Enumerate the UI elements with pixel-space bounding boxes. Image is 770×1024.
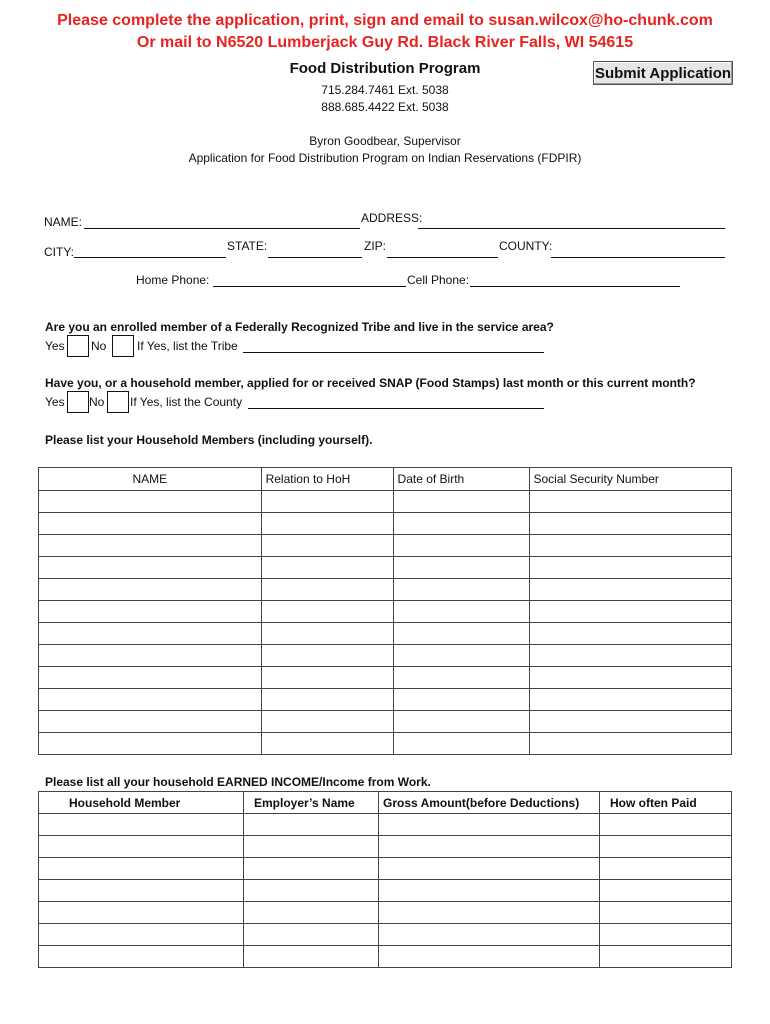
- household-cell[interactable]: [39, 689, 262, 711]
- household-row: [39, 623, 732, 645]
- snap-followup-label: If Yes, list the County: [130, 395, 243, 409]
- income-cell[interactable]: [379, 836, 600, 858]
- household-cell[interactable]: [393, 733, 529, 755]
- program-description: Application for Food Distribution Program on Indian Reservations (FDPIR): [188, 151, 582, 165]
- household-cell[interactable]: [261, 733, 393, 755]
- household-cell[interactable]: [39, 513, 262, 535]
- income-header-row: [39, 792, 732, 814]
- household-row: [39, 645, 732, 667]
- income-cell[interactable]: [600, 880, 732, 902]
- income-cell[interactable]: [244, 858, 379, 880]
- household-cell[interactable]: [261, 579, 393, 601]
- name-label: NAME:: [44, 215, 83, 229]
- income-cell[interactable]: [244, 836, 379, 858]
- income-cell[interactable]: [39, 836, 244, 858]
- household-cell[interactable]: [261, 601, 393, 623]
- tribe-yes-checkbox[interactable]: [67, 335, 89, 357]
- income-cell[interactable]: [379, 946, 600, 968]
- column-header-dob: Date of Birth: [393, 468, 529, 491]
- tribe-question: Are you an enrolled member of a Federally Recognized Tribe and live in the service area?: [45, 320, 554, 334]
- household-cell[interactable]: [39, 623, 262, 645]
- household-cell[interactable]: [529, 689, 732, 711]
- snap-yes-label: Yes: [45, 395, 65, 409]
- household-heading: Please list your Household Members (including yourself).: [45, 433, 373, 447]
- household-cell[interactable]: [261, 491, 393, 513]
- household-cell[interactable]: [39, 733, 262, 755]
- column-header-employer: Employer’s Name: [244, 792, 379, 814]
- county-field[interactable]: [551, 257, 725, 258]
- snap-yes-checkbox[interactable]: [67, 391, 89, 413]
- household-cell[interactable]: [261, 623, 393, 645]
- household-row: [39, 733, 732, 755]
- column-header-name: NAME: [39, 468, 262, 491]
- state-field[interactable]: [268, 257, 362, 258]
- household-cell[interactable]: [39, 557, 262, 579]
- household-cell[interactable]: [393, 645, 529, 667]
- household-cell[interactable]: [39, 711, 262, 733]
- household-row: [39, 711, 732, 733]
- phone-number-1: 715.284.7461 Ext. 5038: [321, 83, 449, 97]
- household-header-row: [39, 468, 732, 491]
- household-cell[interactable]: [261, 557, 393, 579]
- household-cell[interactable]: [393, 579, 529, 601]
- income-cell[interactable]: [379, 814, 600, 836]
- zip-field[interactable]: [387, 257, 498, 258]
- income-cell[interactable]: [39, 924, 244, 946]
- household-cell[interactable]: [261, 689, 393, 711]
- snap-question: Have you, or a household member, applied for or received SNAP (Food Stamps) last month or this current month?: [45, 376, 696, 390]
- household-cell[interactable]: [39, 579, 262, 601]
- income-cell[interactable]: [600, 924, 732, 946]
- tribe-yes-label: Yes: [45, 339, 65, 353]
- household-cell[interactable]: [393, 667, 529, 689]
- income-cell[interactable]: [600, 836, 732, 858]
- income-cell[interactable]: [39, 946, 244, 968]
- instructions-line-2: Or mail to N6520 Lumberjack Guy Rd. Black River Falls, WI 54615: [136, 34, 634, 51]
- household-cell[interactable]: [261, 645, 393, 667]
- instructions-line-1: Please complete the application, print, sign and email to susan.wilcox@ho-chunk.com: [57, 12, 713, 29]
- household-cell[interactable]: [393, 689, 529, 711]
- income-row: [39, 836, 732, 858]
- household-cell[interactable]: [261, 535, 393, 557]
- income-row: [39, 880, 732, 902]
- cell-phone-label: Cell Phone:: [407, 273, 470, 287]
- income-cell[interactable]: [600, 946, 732, 968]
- tribe-name-field[interactable]: [243, 352, 544, 353]
- household-cell[interactable]: [393, 601, 529, 623]
- household-cell[interactable]: [529, 535, 732, 557]
- household-row: [39, 601, 732, 623]
- income-cell[interactable]: [39, 902, 244, 924]
- name-field[interactable]: [84, 228, 360, 229]
- household-cell[interactable]: [261, 667, 393, 689]
- household-row: [39, 667, 732, 689]
- household-cell[interactable]: [529, 645, 732, 667]
- income-cell[interactable]: [244, 946, 379, 968]
- household-cell[interactable]: [529, 667, 732, 689]
- income-cell[interactable]: [600, 902, 732, 924]
- household-cell[interactable]: [529, 623, 732, 645]
- income-heading: Please list all your household EARNED INCOME/Income from Work.: [45, 775, 431, 789]
- income-cell[interactable]: [379, 902, 600, 924]
- income-cell[interactable]: [379, 858, 600, 880]
- household-cell[interactable]: [529, 733, 732, 755]
- income-cell[interactable]: [244, 924, 379, 946]
- income-cell[interactable]: [379, 880, 600, 902]
- household-row: [39, 579, 732, 601]
- tribe-no-label: No: [91, 339, 107, 353]
- income-table: [38, 791, 732, 968]
- income-row: [39, 946, 732, 968]
- home-phone-field[interactable]: [213, 286, 406, 287]
- supervisor-name: Byron Goodbear, Supervisor: [309, 134, 461, 148]
- snap-no-label: No: [89, 395, 105, 409]
- column-header-relation: Relation to HoH: [261, 468, 393, 491]
- tribe-no-checkbox[interactable]: [112, 335, 134, 357]
- household-cell[interactable]: [393, 535, 529, 557]
- household-cell[interactable]: [39, 667, 262, 689]
- income-row: [39, 858, 732, 880]
- household-cell[interactable]: [39, 535, 262, 557]
- income-cell[interactable]: [39, 858, 244, 880]
- city-field[interactable]: [74, 257, 226, 258]
- snap-county-field[interactable]: [248, 408, 544, 409]
- household-cell[interactable]: [261, 711, 393, 733]
- zip-label: ZIP:: [364, 239, 387, 253]
- income-row: [39, 902, 732, 924]
- household-cell[interactable]: [393, 491, 529, 513]
- cell-phone-field[interactable]: [470, 286, 680, 287]
- household-row: [39, 557, 732, 579]
- income-cell[interactable]: [244, 902, 379, 924]
- household-cell[interactable]: [393, 623, 529, 645]
- snap-no-checkbox[interactable]: [107, 391, 129, 413]
- household-cell[interactable]: [261, 513, 393, 535]
- income-cell[interactable]: [600, 858, 732, 880]
- phone-number-2: 888.685.4422 Ext. 5038: [321, 100, 449, 114]
- household-row: [39, 689, 732, 711]
- household-cell[interactable]: [529, 601, 732, 623]
- household-cell[interactable]: [39, 491, 262, 513]
- household-cell[interactable]: [529, 557, 732, 579]
- household-cell[interactable]: [393, 513, 529, 535]
- household-cell[interactable]: [529, 579, 732, 601]
- column-header-how-often-paid: How often Paid: [600, 792, 732, 814]
- address-field[interactable]: [418, 228, 725, 229]
- household-cell[interactable]: [529, 711, 732, 733]
- address-label: ADDRESS:: [361, 211, 423, 225]
- household-cell[interactable]: [39, 601, 262, 623]
- income-cell[interactable]: [39, 814, 244, 836]
- household-cell[interactable]: [529, 513, 732, 535]
- income-row: [39, 814, 732, 836]
- page-title: Food Distribution Program: [289, 60, 481, 77]
- submit-application-button[interactable]: Submit Application: [593, 61, 733, 85]
- column-header-household-member: Household Member: [39, 792, 244, 814]
- household-cell[interactable]: [393, 557, 529, 579]
- household-row: [39, 535, 732, 557]
- state-label: STATE:: [227, 239, 268, 253]
- household-row: [39, 513, 732, 535]
- household-cell[interactable]: [393, 711, 529, 733]
- column-header-gross-amount: Gross Amount(before Deductions): [379, 792, 600, 814]
- city-label: CITY:: [44, 245, 75, 259]
- income-cell[interactable]: [379, 924, 600, 946]
- income-cell[interactable]: [244, 880, 379, 902]
- household-row: [39, 491, 732, 513]
- county-label: COUNTY:: [499, 239, 553, 253]
- household-cell[interactable]: [39, 645, 262, 667]
- household-table: [38, 467, 732, 755]
- column-header-ssn: Social Security Number: [529, 468, 732, 491]
- home-phone-label: Home Phone:: [136, 273, 210, 287]
- household-cell[interactable]: [529, 491, 732, 513]
- tribe-followup-label: If Yes, list the Tribe: [137, 339, 238, 353]
- income-cell[interactable]: [39, 880, 244, 902]
- income-cell[interactable]: [244, 814, 379, 836]
- income-row: [39, 924, 732, 946]
- income-cell[interactable]: [600, 814, 732, 836]
